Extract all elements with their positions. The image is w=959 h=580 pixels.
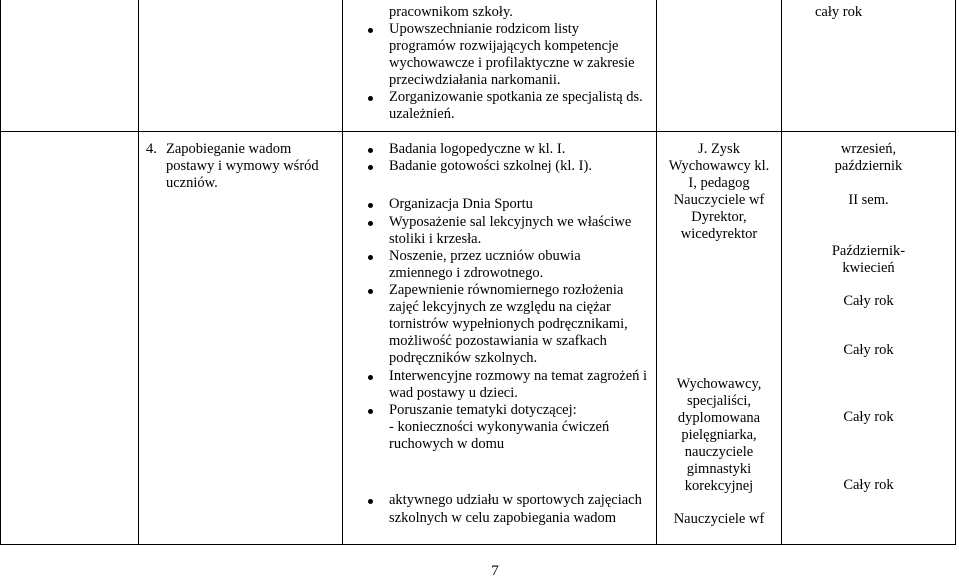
responsible-line: J. Zysk <box>698 141 740 157</box>
term-line: październik <box>834 158 903 174</box>
continued-text: pracownikom szkoły. <box>389 4 513 20</box>
responsible-line: I, pedagog <box>688 175 750 191</box>
bullet <box>368 203 373 208</box>
responsible-line: wicedyrektor <box>680 226 758 242</box>
row-divider <box>0 131 956 132</box>
bullet <box>368 375 373 380</box>
responsible-line: specjaliści, <box>686 393 752 409</box>
term-line: Październik- <box>831 243 906 259</box>
task-line: uzależnień. <box>389 106 455 122</box>
term-line: Cały rok <box>843 477 894 493</box>
row-title-line: uczniów. <box>166 175 218 191</box>
row-number: 4. <box>146 141 157 157</box>
task-line: ruchowych w domu <box>389 436 505 452</box>
bullet <box>368 165 373 170</box>
responsible-line: Dyrektor, <box>691 209 747 225</box>
task-line: Wyposażenie sal lekcyjnych we właściwe <box>389 214 632 230</box>
bullet <box>368 28 373 33</box>
term-text: cały rok <box>815 4 863 20</box>
table-border-bottom <box>0 544 956 545</box>
task-line: wychowawcze i profilaktyczne w zakresie <box>389 55 635 71</box>
column-divider <box>342 0 343 545</box>
task-line: możliwość pozostawiania w szafkach <box>389 333 607 349</box>
task-line: Noszenie, przez uczniów obuwia <box>389 248 581 264</box>
bullet <box>368 96 373 101</box>
responsible-line: Wychowawcy kl. <box>668 158 770 174</box>
term-line: II sem. <box>848 192 889 208</box>
bullet <box>368 289 373 294</box>
bullet <box>368 148 373 153</box>
bullet <box>368 255 373 260</box>
task-line: podręczników szkolnych. <box>389 350 538 366</box>
task-line: Upowszechnianie rodzicom listy <box>389 21 580 37</box>
bullet <box>368 221 373 226</box>
term-line: wrzesień, <box>840 141 897 157</box>
responsible-line: gimnastyki <box>686 461 752 477</box>
task-line: zajęć lekcyjnych ze względu na ciężar <box>389 299 611 315</box>
row-title-line: Zapobieganie wadom <box>166 141 292 157</box>
task-line: Zorganizowanie spotkania ze specjalistą ds. <box>389 89 643 105</box>
task-line: zmiennego i zdrowotnego. <box>389 265 544 281</box>
bullet <box>368 409 373 414</box>
responsible-line: Nauczyciele wf <box>673 192 765 208</box>
task-line: przeciwdziałania narkomanii. <box>389 72 561 88</box>
bullet <box>368 499 373 504</box>
task-line: Zapewnienie równomiernego rozłożenia <box>389 282 624 298</box>
task-line: - konieczności wykonywania ćwiczeń <box>389 419 610 435</box>
term-line: Cały rok <box>843 409 894 425</box>
table-border-outer-left <box>0 0 1 545</box>
term-line: Cały rok <box>843 342 894 358</box>
row-title-line: postawy i wymowy wśród <box>166 158 319 174</box>
responsible-line: nauczyciele <box>684 444 754 460</box>
task-line: szkolnych w celu zapobiegania wadom <box>389 510 617 526</box>
task-line: stoliki i krzesła. <box>389 231 482 247</box>
responsible-line: Wychowawcy, <box>676 376 762 392</box>
task-line: Poruszanie tematyki dotyczącej: <box>389 402 577 418</box>
task-line: Badania logopedyczne w kl. I. <box>389 141 566 157</box>
responsible-line: Nauczyciele wf <box>673 511 765 527</box>
term-line: kwiecień <box>842 260 895 276</box>
task-line: Interwencyjne rozmowy na temat zagrożeń i <box>389 368 648 384</box>
responsible-line: pielęgniarka, <box>681 427 757 443</box>
task-line: wad postawy u dzieci. <box>389 385 518 401</box>
page-number: 7 <box>491 563 499 579</box>
task-line: programów rozwijających kompetencje <box>389 38 619 54</box>
task-line: tornistrów wypełnionych podręcznikami, <box>389 316 628 332</box>
table-border-right <box>955 0 956 545</box>
term-line: Cały rok <box>843 293 894 309</box>
task-line: Badanie gotowości szkolnej (kl. I). <box>389 158 592 174</box>
responsible-line: korekcyjnej <box>684 478 754 494</box>
task-line: Organizacja Dnia Sportu <box>389 196 533 212</box>
task-line: aktywnego udziału w sportowych zajęciach <box>389 492 642 508</box>
table-border-left <box>138 0 139 545</box>
responsible-line: dyplomowana <box>677 410 761 426</box>
